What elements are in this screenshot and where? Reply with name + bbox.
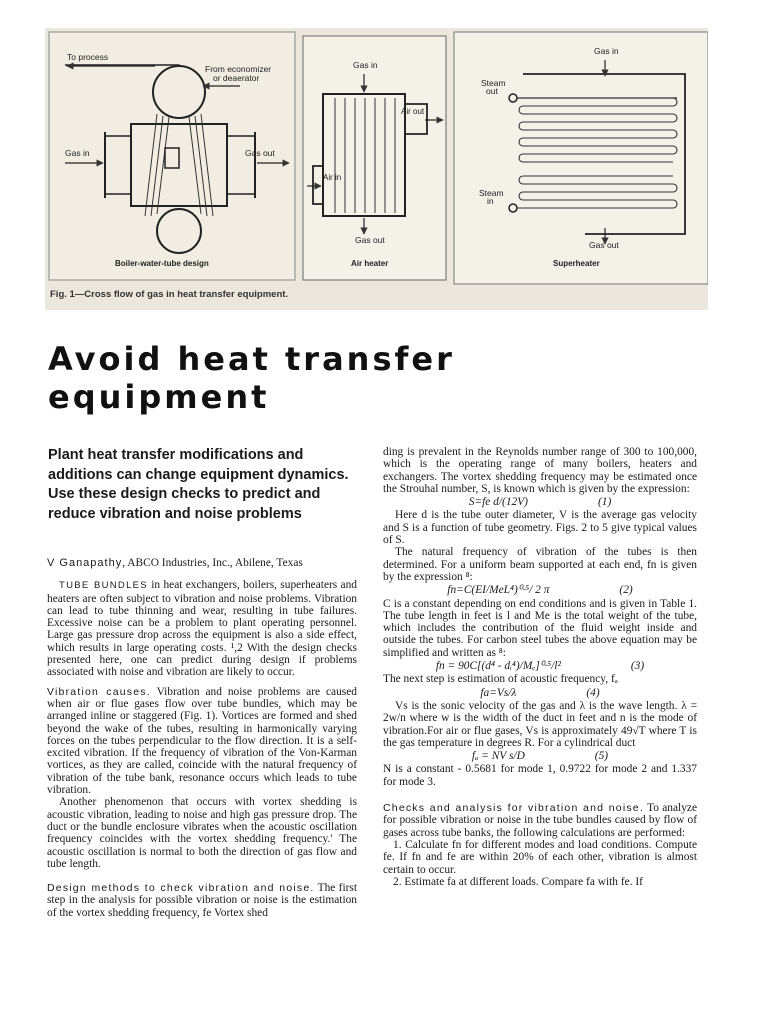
label-to-process: To process bbox=[67, 52, 109, 62]
equation-3 bbox=[383, 660, 697, 672]
equation-1-number: (1) bbox=[597, 496, 612, 509]
equation-1 bbox=[383, 496, 697, 508]
paragraph-acoustic: Another phenomenon that occurs with vortex shedding is acoustic vibration, leading to noise and high gas pressure drop. The duct or the bundle enclosure vibrates when the acoustic oscillation frequency coincides with the vortex shedding frequency.' The acoustic oscillation is normal to both the direction of gas flow and tube length. bbox=[47, 796, 357, 870]
equation-5-formula: fₐ = NV s/D bbox=[471, 750, 525, 763]
superheater-panel bbox=[454, 32, 708, 284]
label-boiler-gas-in: Gas in bbox=[65, 148, 90, 158]
mud-drum bbox=[157, 209, 201, 253]
equation-2-number: (2) bbox=[619, 584, 633, 597]
article-title bbox=[48, 340, 468, 416]
label-boiler-gas-out: Gas out bbox=[245, 148, 275, 158]
label-steam-out-line2: out bbox=[486, 86, 498, 96]
label-air-heater-gas-in: Gas in bbox=[353, 60, 378, 70]
label-or-deaerator: or deaerator bbox=[213, 73, 260, 83]
figure-caption: Fig. 1—Cross flow of gas in heat transfer equipment. bbox=[50, 289, 289, 300]
checks-heading: Checks and analysis for vibration and noise. bbox=[383, 802, 644, 815]
title-line-2: equipment bbox=[48, 378, 270, 416]
byline bbox=[47, 557, 357, 569]
paragraph-tube-diameter: Here d is the tube outer diameter, V is the average gas velocity and S is a function of tube geometry. Figs. 2 to 5 give typical values of S. bbox=[383, 509, 697, 547]
article-deck: Plant heat transfer modifications and additions can change equipment dynamics. Use these design checks to predict and reduce vibration and noise problems bbox=[48, 447, 349, 522]
figure-1 bbox=[45, 28, 708, 310]
list-item-1: 1. Calculate fn for different modes and load conditions. Compute fe. If fn and fe are within 20% of each other, vibration is almost certain to occur. bbox=[383, 838, 697, 876]
vibration-causes-heading: Vibration causes. bbox=[47, 685, 151, 698]
list-item-2: 2. Estimate fa at different loads. Compare fa with fe. If bbox=[393, 875, 643, 888]
equation-3-number: (3) bbox=[630, 660, 645, 673]
equation-4 bbox=[383, 687, 697, 699]
label-air-out: Air out bbox=[401, 107, 425, 116]
equation-5-number: (5) bbox=[594, 750, 609, 763]
label-steam-out-line1: Steam bbox=[481, 78, 506, 88]
figure-1-drawing bbox=[45, 28, 708, 310]
title-line-1: Avoid heat transfer bbox=[48, 340, 455, 378]
checks-text: To analyze for possible vibration or noise in the tube bundles caused by flow of gases across tube banks, the following calculations are performed: bbox=[383, 802, 697, 839]
equation-2-formula: fn=C(EI/MeL⁴)⁰·⁵/ 2 π bbox=[447, 584, 550, 597]
design-methods-text: The first step in the analysis for possible vibration or noise is the estimation of the vortex shedding frequency, fe Vortex shed bbox=[47, 882, 358, 919]
label-superheater-gas-out: Gas out bbox=[589, 240, 619, 250]
boiler-diagram-title: Boiler-water-tube design bbox=[115, 259, 209, 268]
equation-2 bbox=[383, 584, 697, 596]
label-superheater-gas-in: Gas in bbox=[594, 46, 619, 56]
label-air-in: Air in bbox=[323, 173, 342, 182]
paragraph-acoustic-frequency: The next step is estimation of acoustic frequency, fₐ bbox=[383, 673, 618, 686]
equation-5 bbox=[383, 750, 697, 762]
label-air-heater-gas-out: Gas out bbox=[355, 235, 385, 245]
paragraph-checks bbox=[383, 802, 697, 839]
left-column bbox=[47, 557, 357, 919]
steam-in-header bbox=[509, 204, 517, 212]
label-steam-in-line1: Steam bbox=[479, 188, 504, 198]
paragraph-vibration-causes bbox=[47, 686, 357, 797]
byline-author: V Ganapathy bbox=[47, 557, 123, 569]
steam-drum bbox=[153, 66, 205, 118]
equation-3-formula: fn = 90C[(d⁴ - dᵢ⁴)/Mₑ]⁰·⁵/l² bbox=[435, 660, 561, 673]
label-steam-in-line2: in bbox=[487, 196, 494, 206]
paragraph-natural-frequency: The natural frequency of vibration of the tubes is then determined. For a uniform beam supported at each end, fn is given by the expression ⁸: bbox=[383, 546, 697, 583]
equation-1-formula: S=fe d/(12V) bbox=[468, 496, 528, 509]
intro-lead-in: TUBE BUNDLES bbox=[59, 580, 148, 592]
intro-text: in heat exchangers, boilers, superheaters and heaters are often subject to vibration and noise problems. Vibration can lead to tube thinning and wear, resulting in tube failures. Excessive noise can be a problem to plant operating personnel. Large gas pressure drop across the equipment is also a side effect, which results in large operating costs. ¹,2 With the design checks presented here, one can predict during design if problems associated with noise and vibration are likely to occur. bbox=[47, 579, 358, 679]
superheater-diagram-title: Superheater bbox=[553, 259, 600, 268]
paragraph-strouhal: ding is prevalent in the Reynolds number range of 300 to 100,000, which is the operating range of many boilers, heaters and exchangers. The vortex shedding frequency may be estimated once the Strouhal number, S, is known which is given by the expression: bbox=[383, 446, 697, 495]
byline-affiliation: , ABCO Industries, Inc., Abilene, Texas bbox=[122, 557, 303, 569]
equation-4-formula: fa=Vs/λ bbox=[480, 686, 517, 699]
paragraph-mode-constant: N is a constant - 0.5681 for mode 1, 0.9722 for mode 2 and 1.337 for mode 3. bbox=[383, 763, 697, 788]
label-from-economizer: From economizer bbox=[205, 64, 272, 74]
steam-out-header bbox=[509, 94, 517, 102]
paragraph-intro bbox=[47, 579, 357, 678]
vibration-causes-text: Vibration and noise problems are caused when air or flue gases flow over tube bundles, which may be arranged inline or staggered (Fig. 1). Vortices are formed and shed beyond the wake of the tubes, resulting in harmonically varying forces on the tubes perpendicular to the flow direction. It is a self-excited vibration. If the frequency of vibration of the Von-Karman vortices, as they are called, coincide with the natural frequency of vibration of the tube bank, resonance occurs which leads to tube vibration. bbox=[47, 685, 357, 797]
equation-4-number: (4) bbox=[586, 686, 600, 699]
paragraph-design-methods bbox=[47, 882, 357, 919]
paragraph-sonic-velocity: Vs is the sonic velocity of the gas and λ is the wave length. λ = 2w/n where w is the width of the duct in feet and n is the mode of vibration.For air or flue gases, Vs is approximately 49√T where T is the gas temperature in degrees R. For a cylindrical duct bbox=[383, 699, 697, 749]
design-methods-heading: Design methods to check vibration and noise. bbox=[47, 882, 315, 895]
air-heater-diagram-title: Air heater bbox=[351, 259, 389, 268]
paragraph-constant-c: C is a constant depending on end conditions and is given in Table 1. The tube length in feet is l and Me is the total weight of the tube, which includes the contribution of the fluid weight inside and outside the tubes. For carbon steel tubes the above equation may be simplified and written as ⁸: bbox=[383, 597, 697, 659]
right-column bbox=[383, 446, 697, 888]
